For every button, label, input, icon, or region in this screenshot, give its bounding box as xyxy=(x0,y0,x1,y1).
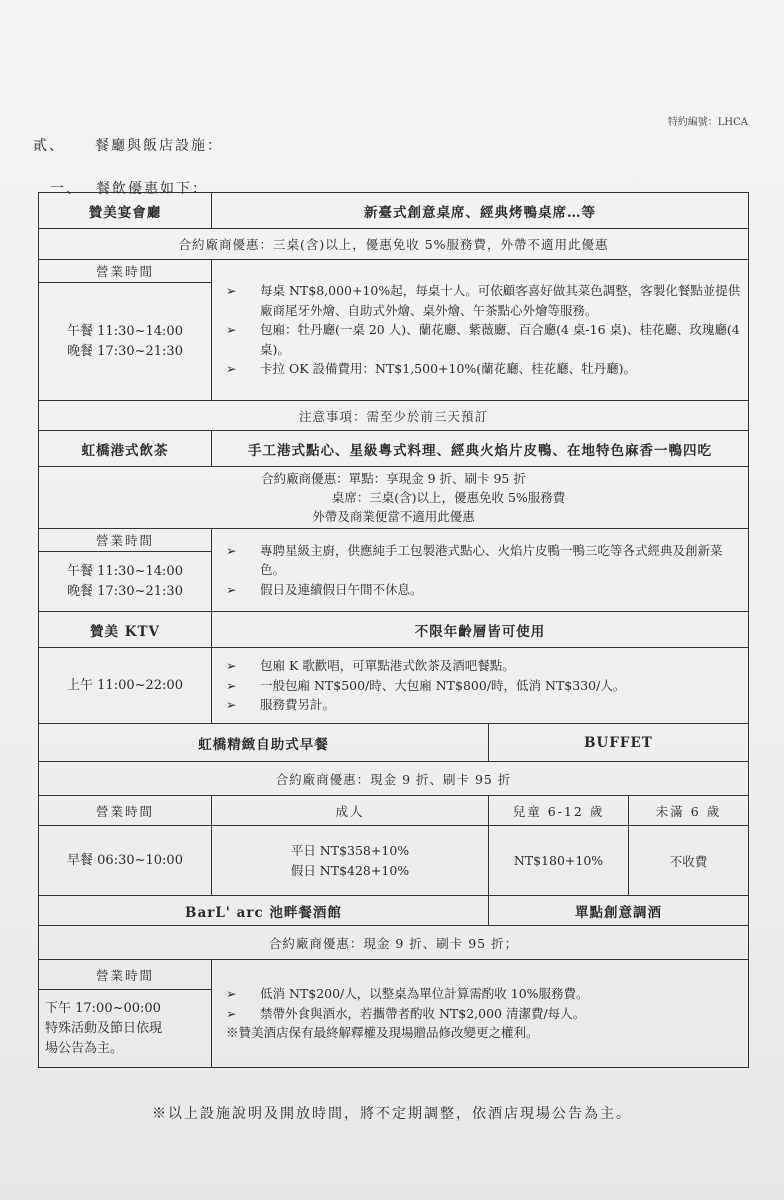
zanmei-feature: 新臺式創意桌席、經典烤鴨桌席…等 xyxy=(212,193,749,229)
bar-hours-line2: 特殊活動及節日依現 xyxy=(45,1020,163,1036)
bar-hours-line3: 場公告為主。 xyxy=(45,1040,124,1056)
bar-hours-line1: 下午 17:00~00:00 xyxy=(45,1000,161,1016)
buffet-adult-weekday: 平日 NT$358+10% xyxy=(290,842,410,858)
ktv-details xyxy=(212,648,749,724)
ktv-bullet-2: ➢ 一般包廂 NT$500/時、大包廂 NT$800/時，低消 NT$330/人。 xyxy=(226,676,742,696)
buffet-feature: BUFFET xyxy=(489,724,749,762)
zanmei-hours xyxy=(39,283,212,401)
zanmei-details xyxy=(212,260,749,401)
hongqiao-bullet-1: ➢ 專聘星級主廚，供應純手工包製港式點心、火焰片皮鴨一鴨三吃等各式經典及創新菜色。 xyxy=(226,542,723,578)
bullet-arrow-icon: ➢ xyxy=(226,361,237,377)
hongqiao-details xyxy=(212,529,749,612)
bullet-arrow-icon: ➢ xyxy=(226,986,237,1002)
bullet-arrow-icon: ➢ xyxy=(226,542,237,558)
zanmei-discount: 合約廠商優惠：三桌(含)以上，優惠免收 5%服務費，外帶不適用此優惠 xyxy=(39,229,749,260)
buffet-adult-price xyxy=(212,826,489,896)
bar-name: BarL' arc 池畔餐酒館 xyxy=(39,896,489,926)
hongqiao-hours-label: 營業時間 xyxy=(39,529,212,552)
hongqiao-hours-dinner: 晚餐 17:30~21:30 xyxy=(67,583,183,599)
hongqiao-name: 虹橋港式飲茶 xyxy=(39,431,212,467)
ktv-feature: 不限年齡層皆可使用 xyxy=(212,612,749,648)
hongqiao-discount-line2: 桌席：三桌(含)以上，優惠免收 5%服務費 xyxy=(331,490,566,505)
buffet-hours: 早餐 06:30~10:00 xyxy=(39,826,212,896)
bar-bullet-2: ➢ 禁帶外食與酒水，若攜帶者酌收 NT$2,000 清潔費/每人。 xyxy=(226,1004,742,1024)
buffet-col-adult: 成人 xyxy=(212,796,489,826)
section-heading xyxy=(33,135,223,155)
zanmei-hours-lunch: 午餐 11:30~14:00 xyxy=(67,323,183,339)
buffet-adult-holiday: 假日 NT$428+10% xyxy=(290,862,410,878)
bar-disclaimer: ※贊美酒店保有最終解釋權及現場贈品修改變更之權利。 xyxy=(226,1025,539,1041)
buffet-discount: 合約廠商優惠：現金 9 折、刷卡 95 折 xyxy=(39,762,749,796)
zanmei-bullet-3: ➢ 卡拉 OK 設備費用：NT$1,500+10%(蘭花廳、桂花廳、牡丹廳)。 xyxy=(226,359,742,379)
bullet-arrow-icon: ➢ xyxy=(226,283,237,299)
section-title: 餐廳與飯店設施： xyxy=(95,138,223,154)
buffet-price-row xyxy=(39,826,749,896)
buffet-name: 虹橋精緻自助式早餐 xyxy=(39,724,489,762)
bar-feature: 單點創意調酒 xyxy=(489,896,749,926)
bar-hours-label: 營業時間 xyxy=(39,960,212,990)
hongqiao-discount-line1: 合約廠商優惠：單點：享現金 9 折、刷卡 95 折 xyxy=(261,471,526,486)
zanmei-note: 注意事項：需至少於前三天預訂 xyxy=(39,401,749,431)
ktv-name: 贊美 KTV xyxy=(39,612,212,648)
zanmei-hours-dinner: 晚餐 17:30~21:30 xyxy=(67,343,183,359)
ktv-hours: 上午 11:00~22:00 xyxy=(39,648,212,724)
buffet-child-price: NT$180+10% xyxy=(489,826,629,896)
bullet-arrow-icon: ➢ xyxy=(226,1005,237,1021)
zanmei-name: 贊美宴會廳 xyxy=(39,193,212,229)
hongqiao-discount-line3: 外帶及商業便當不適用此優惠 xyxy=(312,509,475,524)
bar-discount: 合約廠商優惠：現金 9 折、刷卡 95 折； xyxy=(39,926,749,960)
hongqiao-discount xyxy=(39,467,749,529)
bar-hours xyxy=(39,990,212,1068)
subsection-title: 餐飲優惠如下： xyxy=(96,181,208,197)
bullet-arrow-icon: ➢ xyxy=(226,322,237,338)
section-number: 貳、 xyxy=(33,138,65,154)
hongqiao-feature: 手工港式點心、星級粵式料理、經典火焰片皮鴨、在地特色麻香一鴨四吃 xyxy=(212,431,749,467)
contract-code: 特約編號：LHCA xyxy=(667,117,748,128)
buffet-hours-label: 營業時間 xyxy=(39,796,212,826)
bar-bullet-1: ➢ 低消 NT$200/人，以整桌為單位計算需酌收 10%服務費。 xyxy=(226,984,742,1004)
zanmei-bullet-2: ➢ 包廂：牡丹廳(一桌 20 人)、蘭花廳、紫薇廳、百合廳(4 桌-16 桌)、桂花廳、玫瑰廳(4 桌)。 xyxy=(226,322,740,357)
zanmei-hours-label: 營業時間 xyxy=(39,260,212,283)
ktv-bullet-1: ➢ 包廂 K 歌歡唱，可單點港式飲茶及酒吧餐點。 xyxy=(226,656,742,676)
buffet-col-under6: 未滿 6 歲 xyxy=(629,796,749,826)
ktv-bullet-3: ➢ 服務費另計。 xyxy=(226,695,742,715)
buffet-under6-price: 不收費 xyxy=(629,826,749,896)
dining-offers-table xyxy=(38,192,749,1068)
bullet-arrow-icon: ➢ xyxy=(226,581,237,597)
bullet-arrow-icon: ➢ xyxy=(226,697,237,713)
zanmei-header-row xyxy=(39,193,749,229)
subsection-number: 一、 xyxy=(50,181,82,197)
hongqiao-hours-lunch: 午餐 11:30~14:00 xyxy=(67,563,183,579)
bar-details xyxy=(212,960,749,1068)
bullet-arrow-icon: ➢ xyxy=(226,658,237,674)
footer-note: ※以上設施說明及開放時間，將不定期調整，依酒店現場公告為主。 xyxy=(152,1106,632,1122)
hongqiao-bullet-2: ➢ 假日及連續假日午間不休息。 xyxy=(226,580,742,600)
bullet-arrow-icon: ➢ xyxy=(226,677,237,693)
zanmei-bullet-1: ➢ 每桌 NT$8,000+10%起，每桌十人。可依顧客喜好做其菜色調整，客製化餐點並提供廠商尾牙外燴、自助式外燴、桌外燴、午茶點心外燴等服務。 xyxy=(226,283,741,318)
buffet-column-headers xyxy=(39,796,749,826)
buffet-col-child: 兒童 6-12 歲 xyxy=(489,796,629,826)
hongqiao-hours xyxy=(39,552,212,612)
